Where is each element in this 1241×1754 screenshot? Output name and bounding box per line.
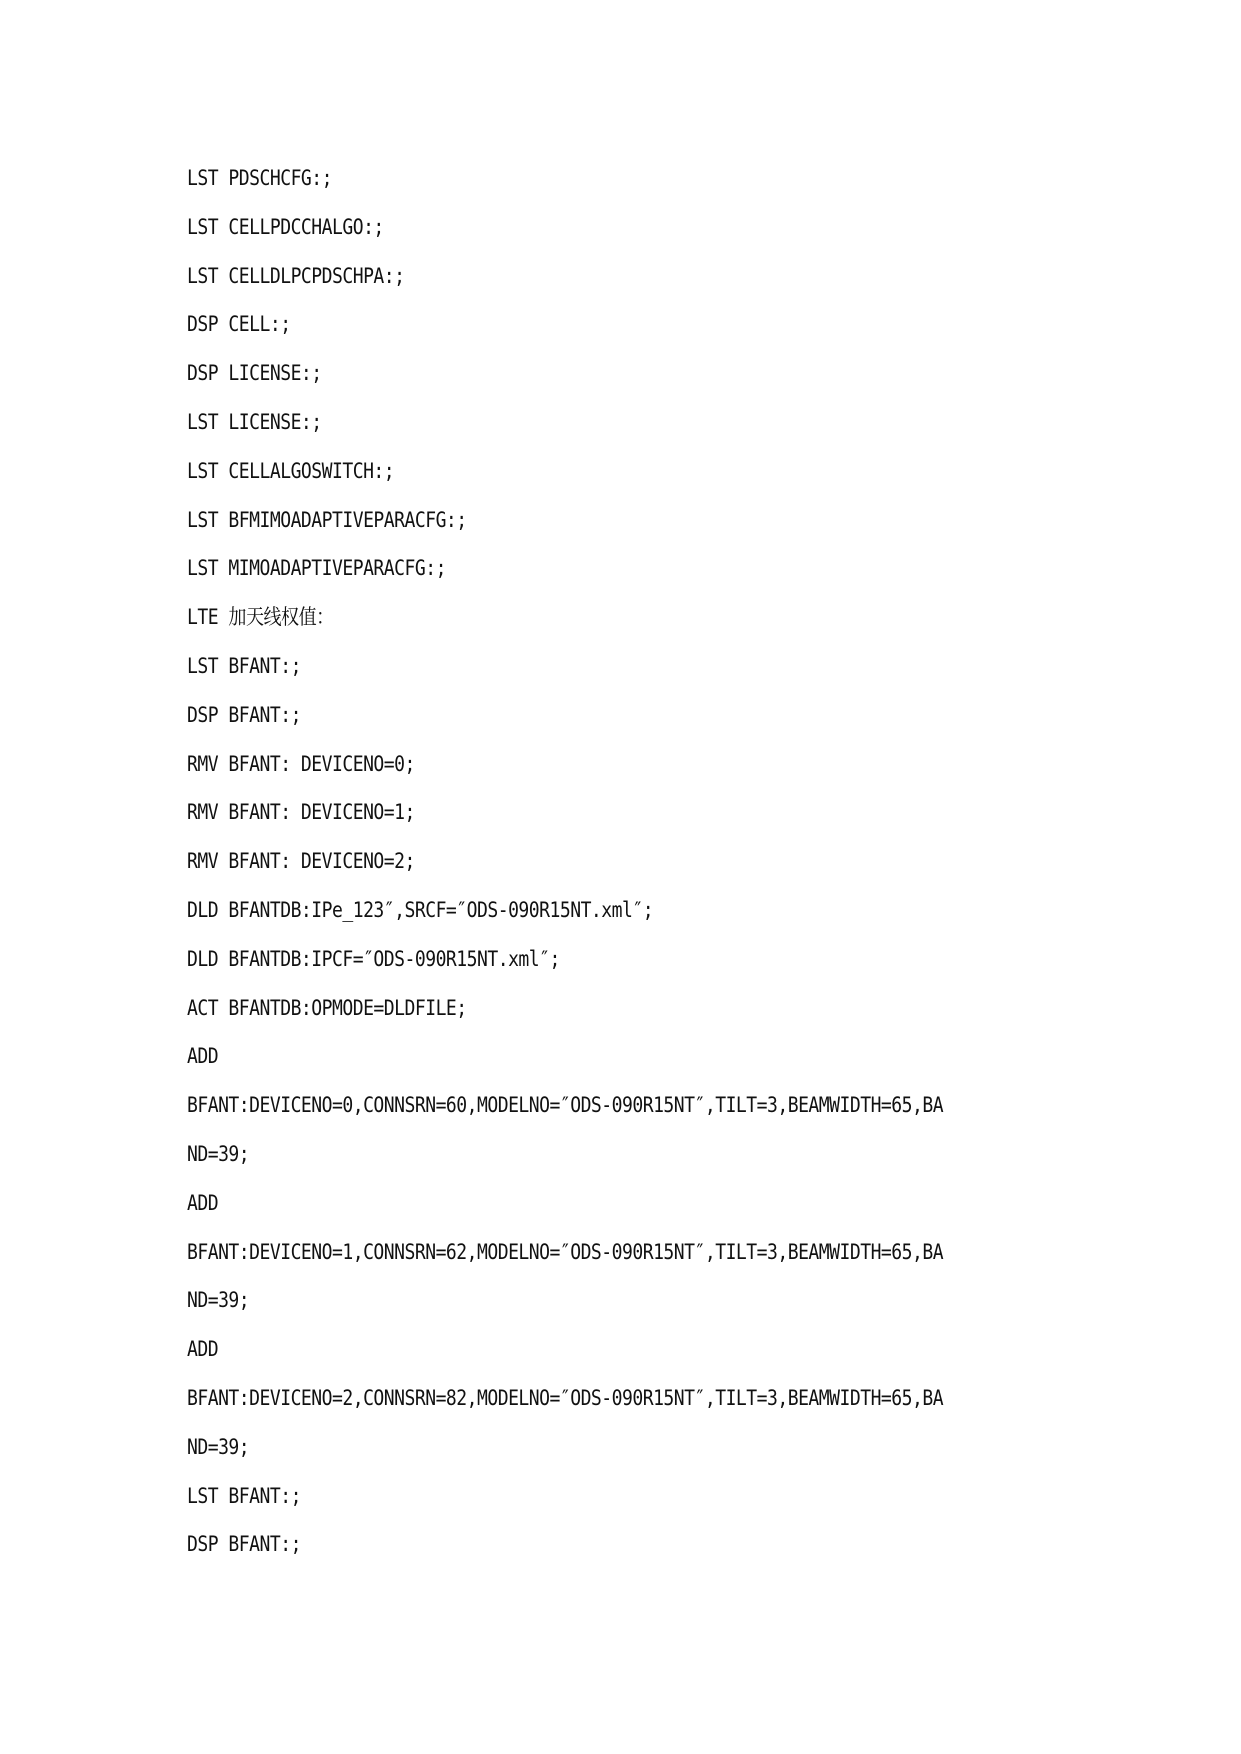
command-line: DLD BFANTDB:IPCF=″ODS-090R15NT.xml″;: [187, 946, 560, 971]
command-line: LST CELLDLPCPDSCHPA:;: [187, 263, 405, 288]
command-line: BFANT:DEVICENO=0,CONNSRN=60,MODELNO=″ODS-090R15NT″,TILT=3,BEAMWIDTH=65,BA: [187, 1093, 944, 1118]
command-line: ADD: [187, 1337, 219, 1362]
command-line: DLD BFANTDB:IPe_123″,SRCF=″ODS-090R15NT.xml″;: [187, 897, 654, 922]
command-line: RMV BFANT: DEVICENO=0;: [187, 751, 415, 776]
command-line: LST MIMOADAPTIVEPARACFG:;: [187, 556, 446, 581]
command-line: DSP CELL:;: [187, 312, 291, 337]
command-line: LST BFANT:;: [187, 1483, 301, 1508]
command-line: RMV BFANT: DEVICENO=1;: [187, 800, 415, 825]
command-line: RMV BFANT: DEVICENO=2;: [187, 849, 415, 874]
command-line: LST CELLALGOSWITCH:;: [187, 458, 395, 483]
command-line: ADD: [187, 1044, 219, 1069]
command-line: BFANT:DEVICENO=1,CONNSRN=62,MODELNO=″ODS-090R15NT″,TILT=3,BEAMWIDTH=65,BA: [187, 1239, 944, 1264]
command-line: LST CELLPDCCHALGO:;: [187, 214, 384, 239]
command-line: LST LICENSE:;: [187, 409, 322, 434]
command-line: ND=39;: [187, 1288, 250, 1313]
command-line: DSP BFANT:;: [187, 1532, 301, 1557]
command-line: LST BFANT:;: [187, 653, 301, 678]
command-line: DSP LICENSE:;: [187, 361, 322, 386]
command-line: DSP BFANT:;: [187, 702, 301, 727]
command-list: [187, 154, 1107, 1569]
command-line: ACT BFANTDB:OPMODE=DLDFILE;: [187, 995, 467, 1020]
command-line: ND=39;: [187, 1141, 250, 1166]
command-line: LST PDSCHCFG:;: [187, 166, 333, 190]
command-line: ND=39;: [187, 1434, 250, 1459]
command-line: LST BFMIMOADAPTIVEPARACFG:;: [187, 507, 467, 532]
command-line: ADD: [187, 1190, 219, 1215]
command-line: BFANT:DEVICENO=2,CONNSRN=82,MODELNO=″ODS-090R15NT″,TILT=3,BEAMWIDTH=65,BA: [187, 1385, 944, 1410]
section-heading: LTE 加天线权值：: [187, 605, 334, 630]
